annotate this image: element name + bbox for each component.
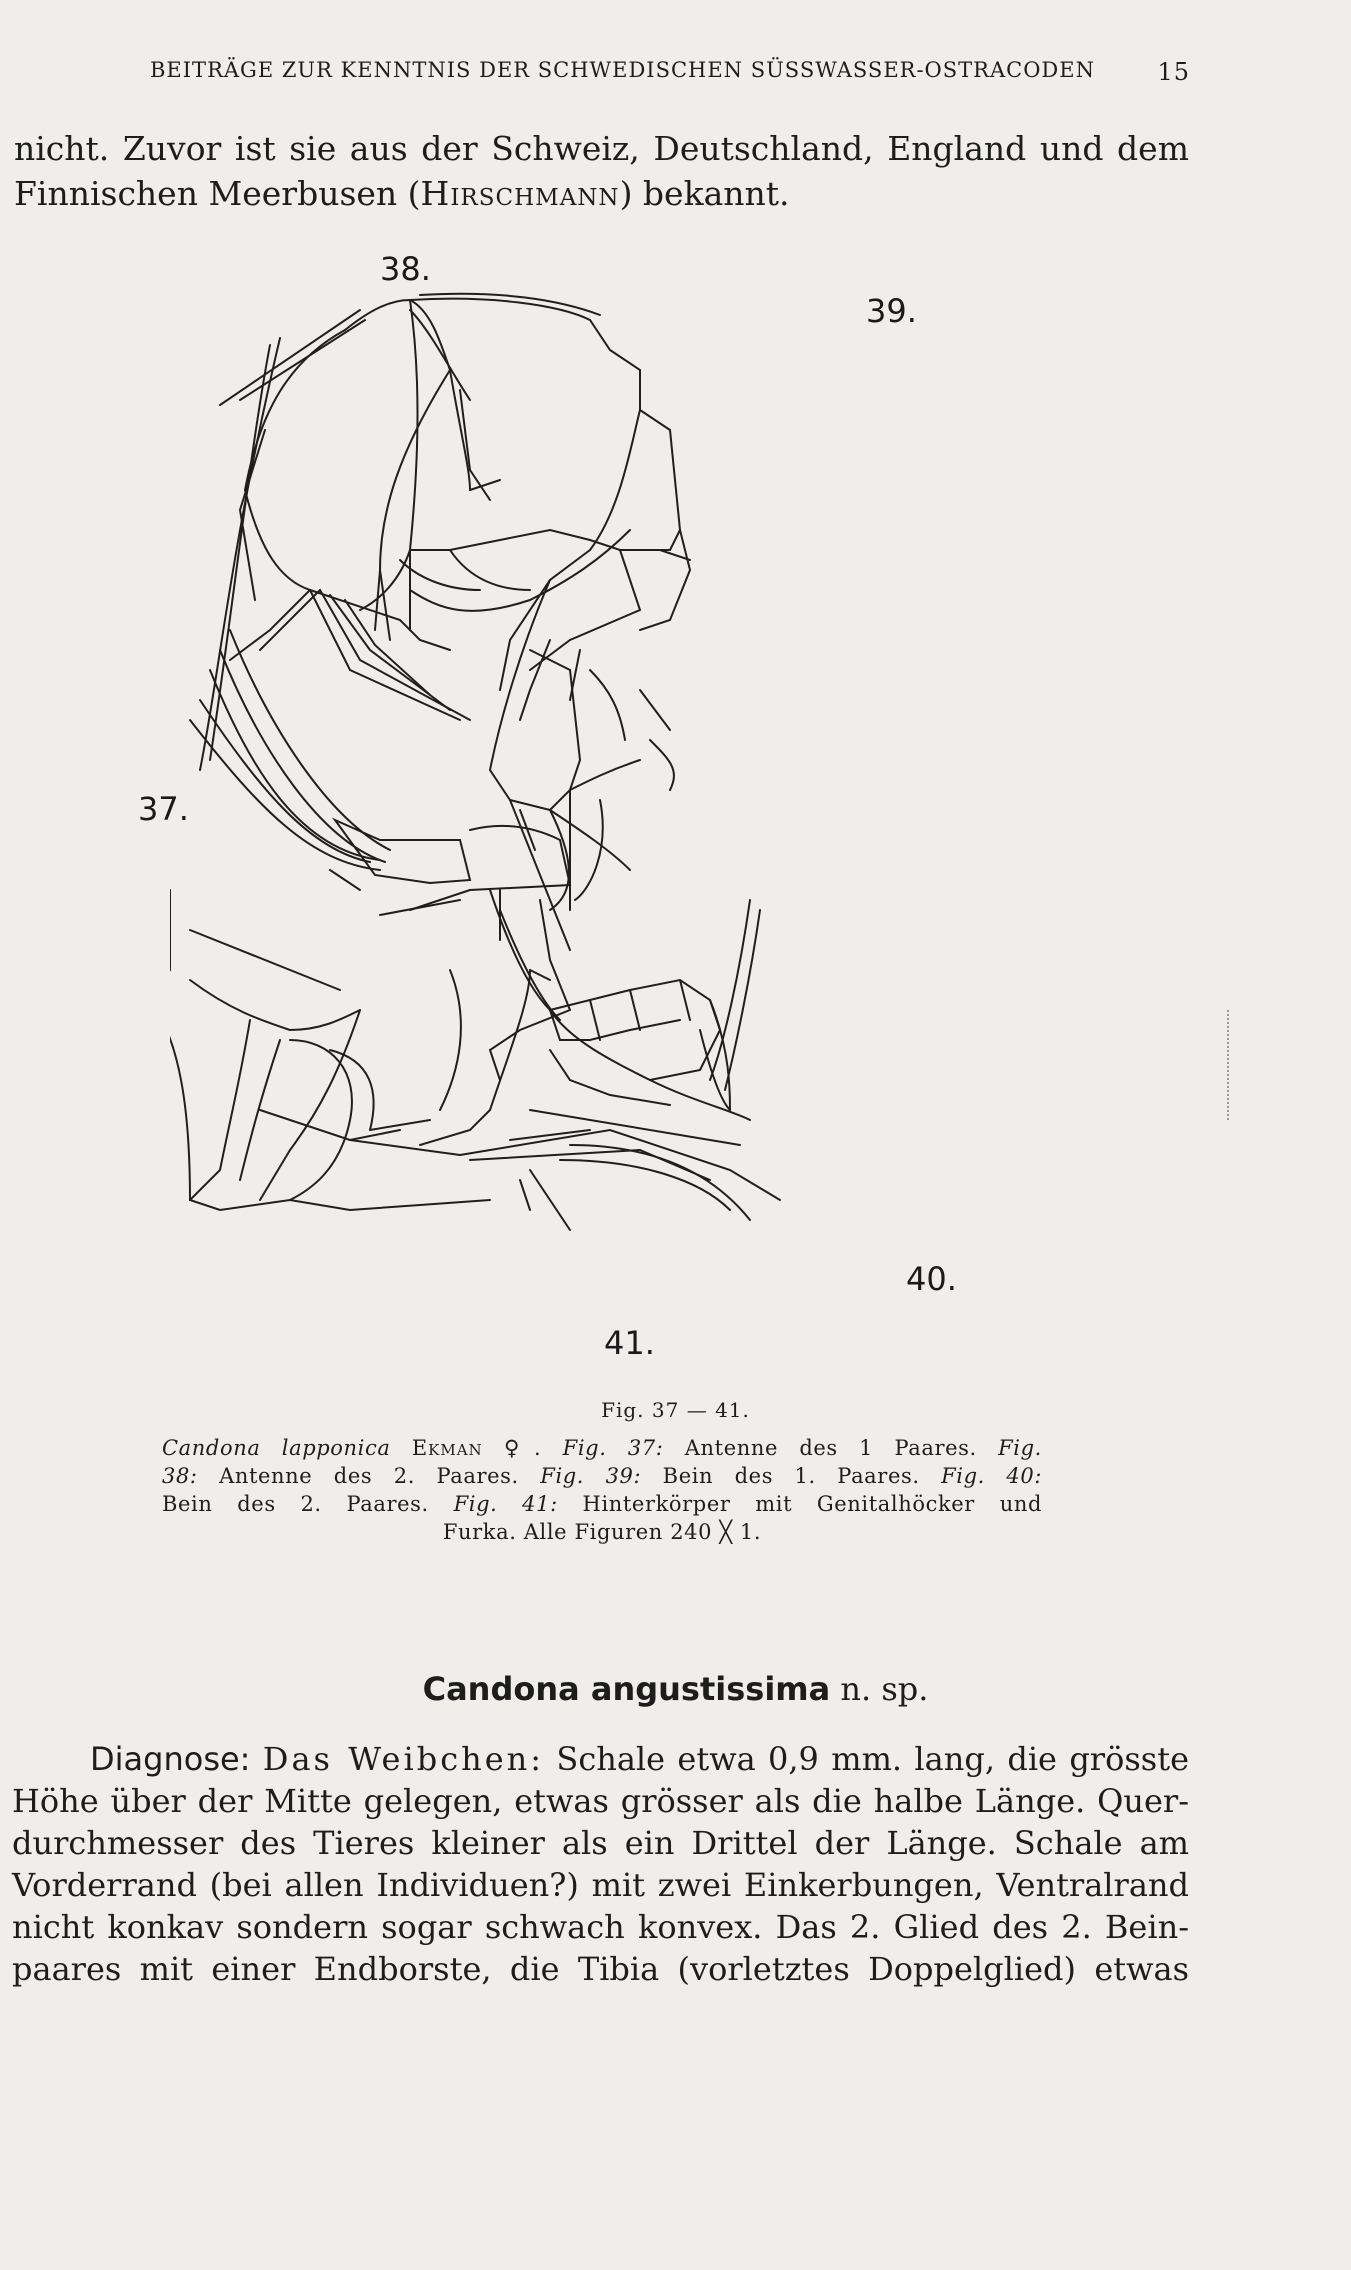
caption-text: Bein des 1. Paares. (662, 1464, 920, 1488)
caption-text: Antenne des 1 Paares. (684, 1436, 977, 1460)
author-name: Ekman (411, 1436, 483, 1460)
margin-mark (1227, 1010, 1231, 1120)
figure-illustration (138, 250, 1050, 1400)
diagnosis-line-2: Höhe über der Mitte gelegen, etwas grösser als die halbe Länge. Quer- (12, 1782, 1189, 1820)
sex-symbol: ♀. (504, 1436, 542, 1460)
diagnosis-label: Diagnose: (90, 1740, 251, 1778)
text-fragment: Schale etwa 0,9 mm. lang, die grösste (556, 1740, 1189, 1778)
fig40-leg-drawing (490, 890, 760, 1145)
figure-label-41: 41. (604, 1324, 655, 1362)
diagnosis-line-5: nicht konkav sondern sogar schwach konvex. Das 2. Glied des 2. Bein- (12, 1908, 1189, 1946)
fig41-body-drawing (170, 890, 780, 1230)
text-fragment: ) bekannt. (619, 174, 790, 213)
female-label: Das Weibchen: (262, 1740, 545, 1778)
caption-line-4: Furka. Alle Figuren 240 ╳ 1. (442, 1520, 762, 1544)
figure-caption (162, 1434, 1042, 1546)
caption-text: Antenne des 2. Paares. (219, 1464, 519, 1488)
diagnosis-line-1 (12, 1738, 1189, 1780)
figure-label-38: 38. (380, 250, 431, 288)
caption-line-1 (162, 1434, 1042, 1462)
figure-label-40: 40. (906, 1260, 957, 1298)
figure-reference: Fig. 37: (562, 1436, 664, 1460)
page-number: 15 (1157, 58, 1190, 86)
text-fragment: Finnischen Meerbusen ( (14, 174, 421, 213)
caption-line-2 (162, 1462, 1042, 1490)
fig37-antenna-drawing (190, 338, 603, 940)
species-heading: Candona angustissima (422, 1670, 831, 1708)
figure-reference: Fig. 41: (453, 1492, 558, 1516)
figure-reference: 38: (162, 1464, 198, 1488)
caption-line-3 (162, 1490, 1042, 1518)
figure-title: Fig. 37 — 41. (601, 1398, 750, 1422)
paragraph-top-line-2 (14, 171, 1189, 216)
diagnosis-line-6: paares mit einer Endborste, die Tibia (vorletztes Doppelglied) etwas (12, 1950, 1189, 1988)
author-name: Hirschmann (420, 174, 620, 213)
figure-line-drawing (170, 250, 1050, 1400)
figure-reference: Fig. 40: (941, 1464, 1042, 1488)
fig38-antenna-drawing (220, 300, 690, 720)
fig39-leg-drawing (410, 294, 690, 950)
diagnosis-line-3: durchmesser des Tieres kleiner als ein Drittel der Länge. Schale am (12, 1824, 1189, 1862)
figure-reference: Fig. (998, 1436, 1042, 1460)
paragraph-top (14, 126, 1189, 216)
species-suffix: n. sp. (840, 1670, 929, 1708)
running-head-title: BEITRÄGE ZUR KENNTNIS DER SCHWEDISCHEN SÜSSWASSER-OSTRACODEN (150, 58, 1095, 82)
caption-text: Hinterkörper mit Genitalhöcker und (582, 1492, 1042, 1516)
figure-reference: Fig. 39: (540, 1464, 642, 1488)
paragraph-diagnosis (12, 1738, 1189, 1990)
figure-label-39: 39. (866, 292, 917, 330)
caption-text: Bein des 2. Paares. (162, 1492, 429, 1516)
section-heading (0, 1670, 1351, 1708)
paragraph-top-line-1: nicht. Zuvor ist sie aus der Schweiz, Deutschland, England und dem (14, 129, 1189, 168)
species-name: Candona lapponica (162, 1436, 391, 1460)
figure-label-37: 37. (138, 790, 189, 828)
diagnosis-line-4: Vorderrand (bei allen Individuen?) mit zwei Einkerbungen, Ventralrand (12, 1866, 1189, 1904)
